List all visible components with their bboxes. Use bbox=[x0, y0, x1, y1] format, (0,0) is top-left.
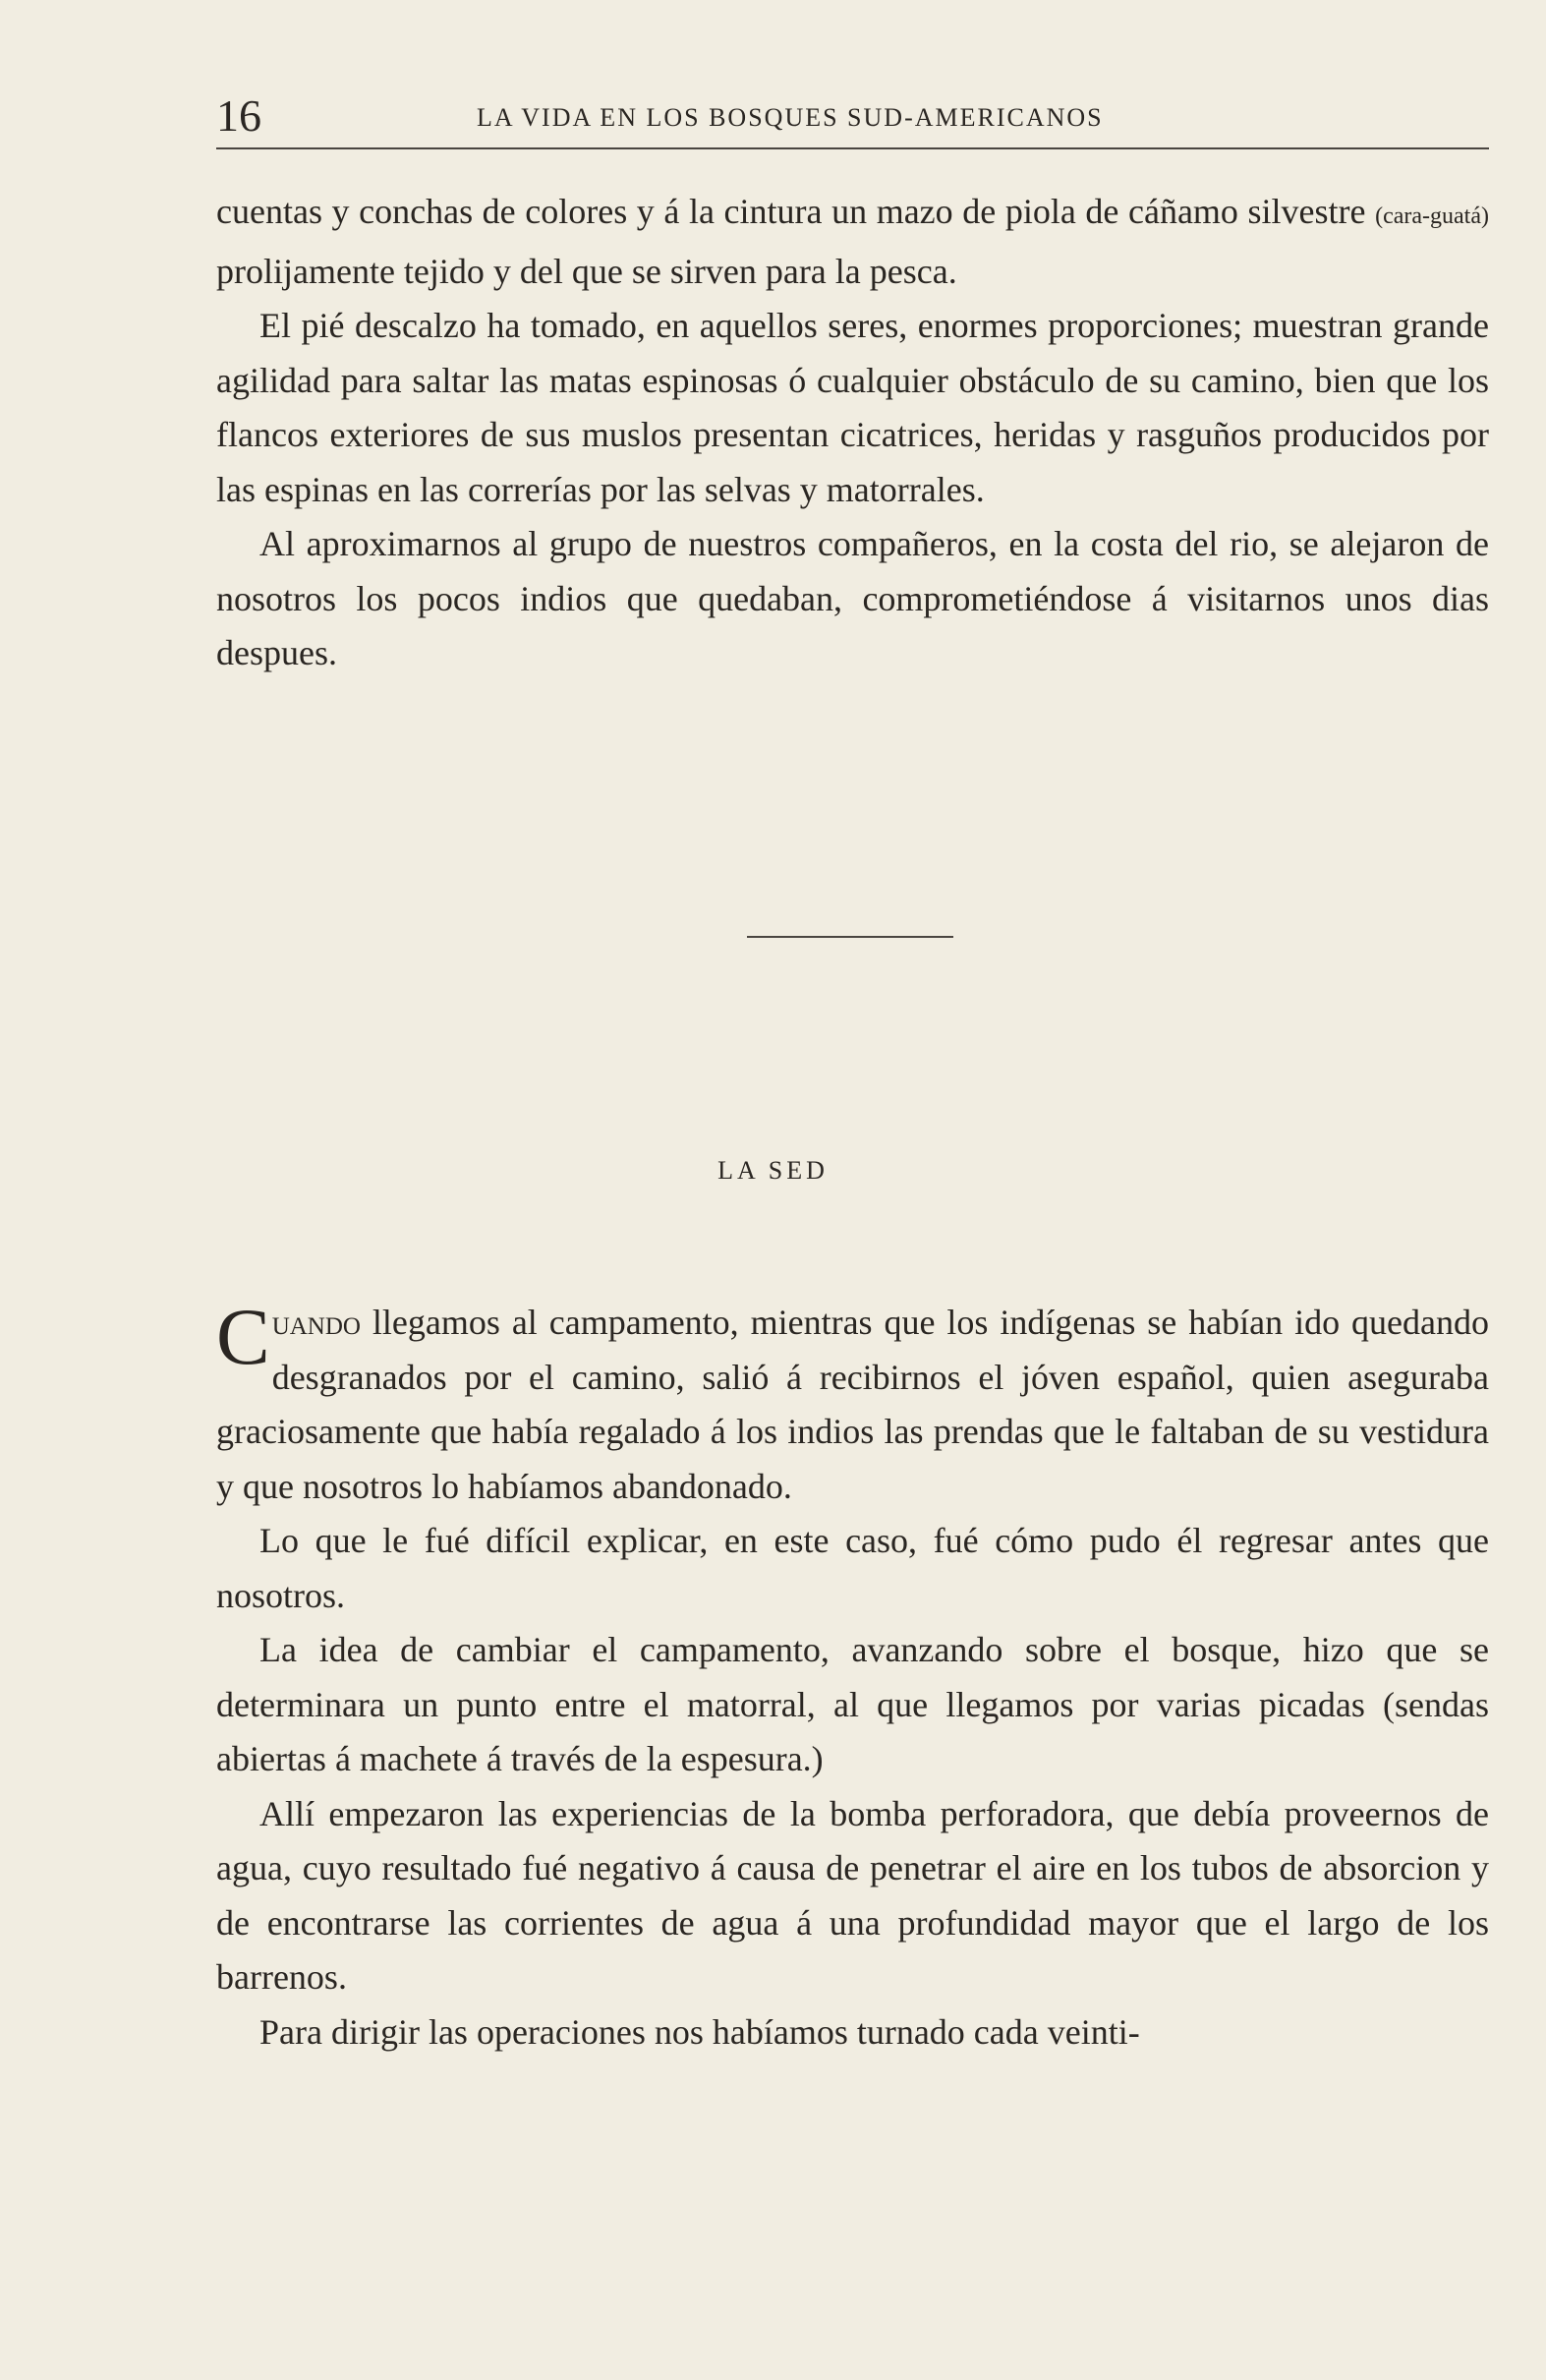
paragraph: Para dirigir las operaciones nos habíamos turnado cada veinti- bbox=[259, 2011, 1140, 2052]
text-block-top bbox=[216, 185, 1489, 681]
drop-cap: C bbox=[216, 1292, 270, 1381]
paragraph: Lo que le fué difícil explicar, en este caso, fué cómo pudo él regresar antes que nosotros. bbox=[216, 1521, 1489, 1615]
page-header bbox=[216, 88, 1489, 149]
opening-word: uando bbox=[271, 1303, 361, 1342]
paragraph bbox=[216, 1292, 1489, 1514]
running-title: LA VIDA EN LOS BOSQUES SUD-AMERICANOS bbox=[477, 103, 1104, 132]
paragraph-text: cuentas y conchas de colores y á la cintura un mazo de piola de cáñamo silvestre bbox=[216, 192, 1376, 231]
section-heading: LA SED bbox=[717, 1156, 829, 1185]
text-block-section bbox=[216, 1292, 1489, 2060]
paragraph bbox=[216, 185, 1489, 299]
paragraph: El pié descalzo ha tomado, en aquellos seres, enormes proporciones; muestran grande agilidad para saltar las matas espinosas ó cualquier obstáculo de su camino, bien que los flancos exteriores de sus muslos presentan cicatrices, heridas y rasguños producidos por las espinas en las correrías por las selvas y matorrales. bbox=[216, 306, 1489, 509]
paragraph-text: prolijamente tejido y del que se sirven para la pesca. bbox=[216, 251, 957, 291]
paragraph: Allí empezaron las experiencias de la bomba perforadora, que debía proveernos de agua, cuyo resultado fué negativo á causa de penetrar el aire en los tubos de absorcion y de encontrarse las corrientes de agua á una profundidad mayor que el largo de los barrenos. bbox=[216, 1793, 1489, 1997]
paragraph: Al aproximarnos al grupo de nuestros compañeros, en la costa del rio, se alejaron de nosotros los pocos indios que quedaban, comprometiéndose á visitarnos unos dias despues. bbox=[216, 524, 1489, 672]
page-number: 16 bbox=[216, 90, 261, 141]
section-divider bbox=[747, 936, 953, 938]
paragraph: La idea de cambiar el campamento, avanzando sobre el bosque, hizo que se determinara un punto entre el matorral, al que llegamos por varias picadas (sendas abiertas á machete á través de la espesura.) bbox=[216, 1630, 1489, 1778]
native-term: (cara-guatá) bbox=[1375, 203, 1489, 229]
paragraph-text: llegamos al campamento, mientras que los indígenas se habían ido quedando desgranados por el camino, salió á recibirnos el jóven español, quien aseguraba graciosamente que había regalado á los indios las prendas que le faltaban de su vestidura y que nosotros lo habíamos abandonado. bbox=[216, 1303, 1489, 1506]
